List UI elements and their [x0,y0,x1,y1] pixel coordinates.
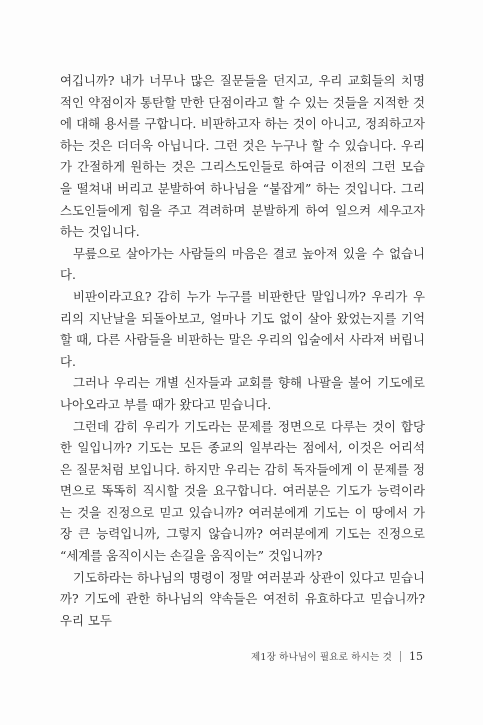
paragraph: 그런데 감히 우리가 기도라는 문제를 정면으로 다루는 것이 합당한 일입니까? 기도는 모든 종교의 일부라는 점에서, 이것은 어리석은 질문처럼 보입니다. 하지만 우리는 감히 독자들에게 이 문제를 정면으로 똑똑히 직시할 것을 요구합니다. 여러분은 기도가 능력이라는 것을 진정으로 믿고 있습니까? 여러분에게 기도는 이 땅에서 가장 큰 능력입니까, 그렇지 않습니까? 여러분에게 기도는 진정으로 “세계를 움직이시는 손길을 움직이는” 것입니까? [60,418,425,564]
paragraph: 여깁니까? 내가 너무나 많은 질문들을 던지고, 우리 교회들의 치명적인 약점이자 통탄할 만한 단점이라고 할 수 있는 것들을 지적한 것에 대해 용서를 구합니다. 비판하고자 하는 것이 아니고, 정죄하고자 하는 것은 더더욱 아닙니다. 그런 것은 누구나 할 수 있습니다. 우리가 간절하게 원하는 것은 그리스도인들로 하여금 이전의 그런 모습을 떨쳐내 버리고 분발하여 하나님을 “붙잡게” 하는 것입니다. 그리스도인들에게 힘을 주고 격려하며 분발하게 하여 일으켜 세우고자 하는 것입니다. [60,73,425,240]
running-head: 제1장 하나님이 필요로 하시는 것 [250,652,392,663]
footer-divider [400,651,401,662]
paragraph: 그러나 우리는 개별 신자들과 교회를 향해 나팔을 불어 기도에로 나아오라고 부를 때가 왔다고 믿습니다. [60,375,425,412]
paragraph: 기도하라는 하나님의 명령이 정말 여러분과 상관이 있다고 믿습니까? 기도에 관한 하나님의 약속들은 여전히 유효하다고 믿습니까? 우리 모두 [60,569,425,628]
page-number: 15 [409,649,423,663]
paragraph: 비판이라고요? 감히 누가 누구를 비판한단 말입니까? 우리가 우리의 지난날을 되돌아보고, 얼마나 기도 없이 살아 왔었는지를 기억할 때, 다른 사람들을 비판하는 말은 우리의 입술에서 사라져 버립니다. [60,288,425,369]
body-text [60,70,425,631]
page-footer [251,648,423,664]
paragraph: 무릎으로 살아가는 사람들의 마음은 결코 높아져 있을 수 없습니다. [60,245,425,283]
